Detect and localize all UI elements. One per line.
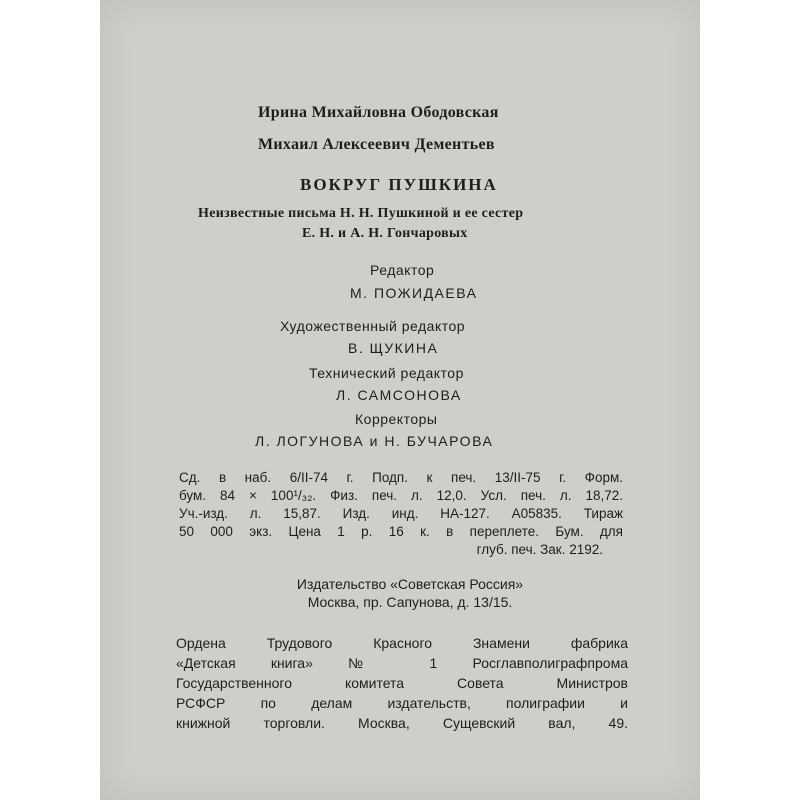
factory-line: книжной торговли. Москва, Сущевский вал, 49. <box>176 715 628 731</box>
art-editor-role: Художественный редактор <box>280 318 466 334</box>
author-1: Ирина Михайловна Ободовская <box>258 104 499 121</box>
imprint-line: бум. 84 × 100¹/₃₂. Физ. печ. л. 12,0. Усл. печ. л. 18,72. <box>179 488 623 503</box>
editor-name: М. ПОЖИДАЕВА <box>350 285 478 301</box>
author-2: Михаил Алексеевич Дементьев <box>258 136 495 153</box>
book-page <box>100 0 700 800</box>
imprint-line: Уч.-изд. л. 15,87. Изд. инд. НА-127. А05835. Тираж <box>179 506 623 521</box>
factory-block <box>176 633 628 733</box>
imprint-block <box>179 469 623 559</box>
imprint-line: Сд. в наб. 6/II-74 г. Подп. к печ. 13/II-75 г. Форм. <box>179 470 623 485</box>
publisher-address: Москва, пр. Сапунова, д. 13/15. <box>307 594 513 610</box>
proofreaders-names: Л. ЛОГУНОВА и Н. БУЧАРОВА <box>255 433 494 449</box>
factory-line: «Детская книга» № 1 Росглавполиграфпрома <box>176 655 628 671</box>
factory-line: Ордена Трудового Красного Знамени фабрика <box>176 635 628 651</box>
imprint-line: глуб. печ. Зак. 2192. <box>476 542 603 557</box>
subtitle-line-2: Е. Н. и А. Н. Гончаровых <box>302 226 468 241</box>
publisher-block <box>250 575 570 611</box>
proofreaders-role: Корректоры <box>355 411 438 427</box>
subtitle-line-1: Неизвестные письма Н. Н. Пушкиной и ее сестер <box>198 206 524 221</box>
tech-editor-name: Л. САМСОНОВА <box>336 387 462 403</box>
book-title: ВОКРУГ ПУШКИНА <box>300 175 498 194</box>
editor-role: Редактор <box>370 262 435 278</box>
art-editor-name: В. ЩУКИНА <box>348 340 439 356</box>
factory-line: РСФСР по делам издательств, полиграфии и <box>176 695 628 711</box>
publisher-name: Издательство «Советская Россия» <box>296 576 524 592</box>
factory-line: Государственного комитета Совета Министров <box>176 675 628 691</box>
imprint-line: 50 000 экз. Цена 1 р. 16 к. в переплете. Бум. для <box>179 524 623 539</box>
tech-editor-role: Технический редактор <box>309 365 464 381</box>
